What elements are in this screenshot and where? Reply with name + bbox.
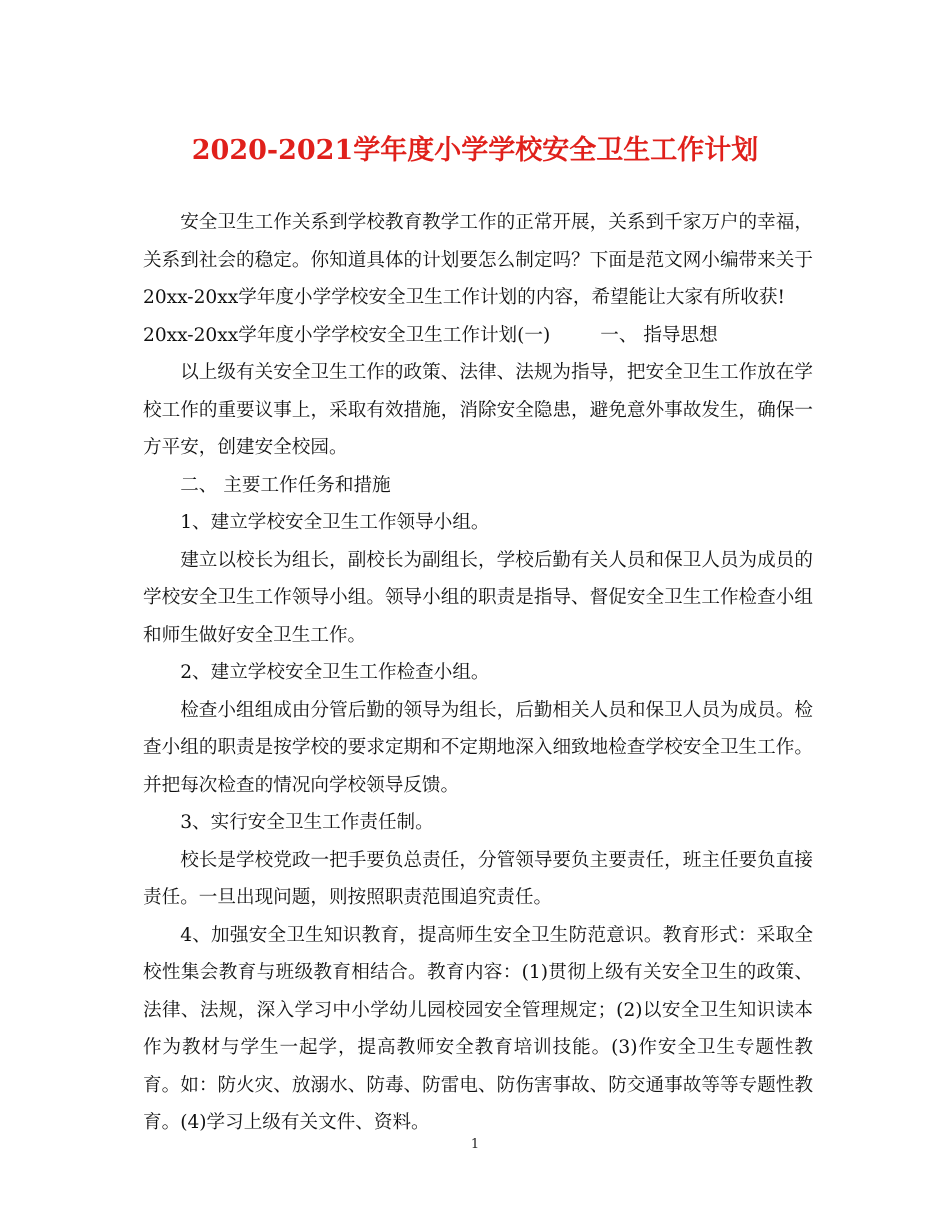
item1-heading: 1、建立学校安全卫生工作领导小组。 [180,512,490,533]
intro-paragraph: 安全卫生工作关系到学校教育教学工作的正常开展，关系到千家万户的幸福，关系到社会的稳定。你知道具体的计划要怎么制定吗？下面是范文网小编带来关于20xx-20xx学年度小学学校安全卫生工作计划的内容，希望能让大家有所收获! [143,212,813,308]
item2-heading: 2、建立学校安全卫生工作检查小组。 [180,662,490,683]
item4-paragraph: 4、加强安全卫生知识教育，提高师生安全卫生防范意识。教育形式：采取全校性集会教育与班级教育相结合。教育内容：(1)贯彻上级有关安全卫生的政策、法律、法规，深入学习中小学幼儿园校园安全管理规定；(2)以安全卫生知识读本作为教材与学生一起学，提高教师安全教育培训技能。(3)作安全卫生专题性教育。如：防火灾、放溺水、防毒、防雷电、防伤害事故、防交通事故等等专题性教育。(4)学习上级有关文件、资料。 [143,924,813,1133]
section2-heading: 二、 主要工作任务和措施 [180,474,391,496]
section1-heading: 一、 指导思想 [600,324,718,346]
plan-subtitle: 20xx-20xx学年度小学学校安全卫生工作计划(一) [143,324,551,346]
item2-paragraph: 检查小组组成由分管后勤的领导为组长，后勤相关人员和保卫人员为成员。检查小组的职责是按学校的要求定期和不定期地深入细致地检查学校安全卫生工作。并把每次检查的情况向学校领导反馈。 [143,699,813,796]
page-number: 1 [470,1137,480,1152]
section1-paragraph: 以上级有关安全卫生工作的政策、法律、法规为指导，把安全卫生工作放在学校工作的重要议事上，采取有效措施，消除安全隐患，避免意外事故发生，确保一方平安，创建安全校园。 [143,362,813,458]
item3-heading: 3、实行安全卫生工作责任制。 [180,812,434,833]
document-body [143,204,813,1142]
plan-subtitle-line [143,317,813,355]
item3-paragraph: 校长是学校党政一把手要负总责任，分管领导要负主要责任，班主任要负直接责任。一旦出现问题，则按照职责范围追究责任。 [143,849,813,908]
document-title: 2020-2021学年度小学学校安全卫生工作计划 [191,135,759,166]
item1-paragraph: 建立以校长为组长，副校长为副组长，学校后勤有关人员和保卫人员为成员的学校安全卫生工作领导小组。领导小组的职责是指导、督促安全卫生工作检查小组和师生做好安全卫生工作。 [143,549,813,646]
